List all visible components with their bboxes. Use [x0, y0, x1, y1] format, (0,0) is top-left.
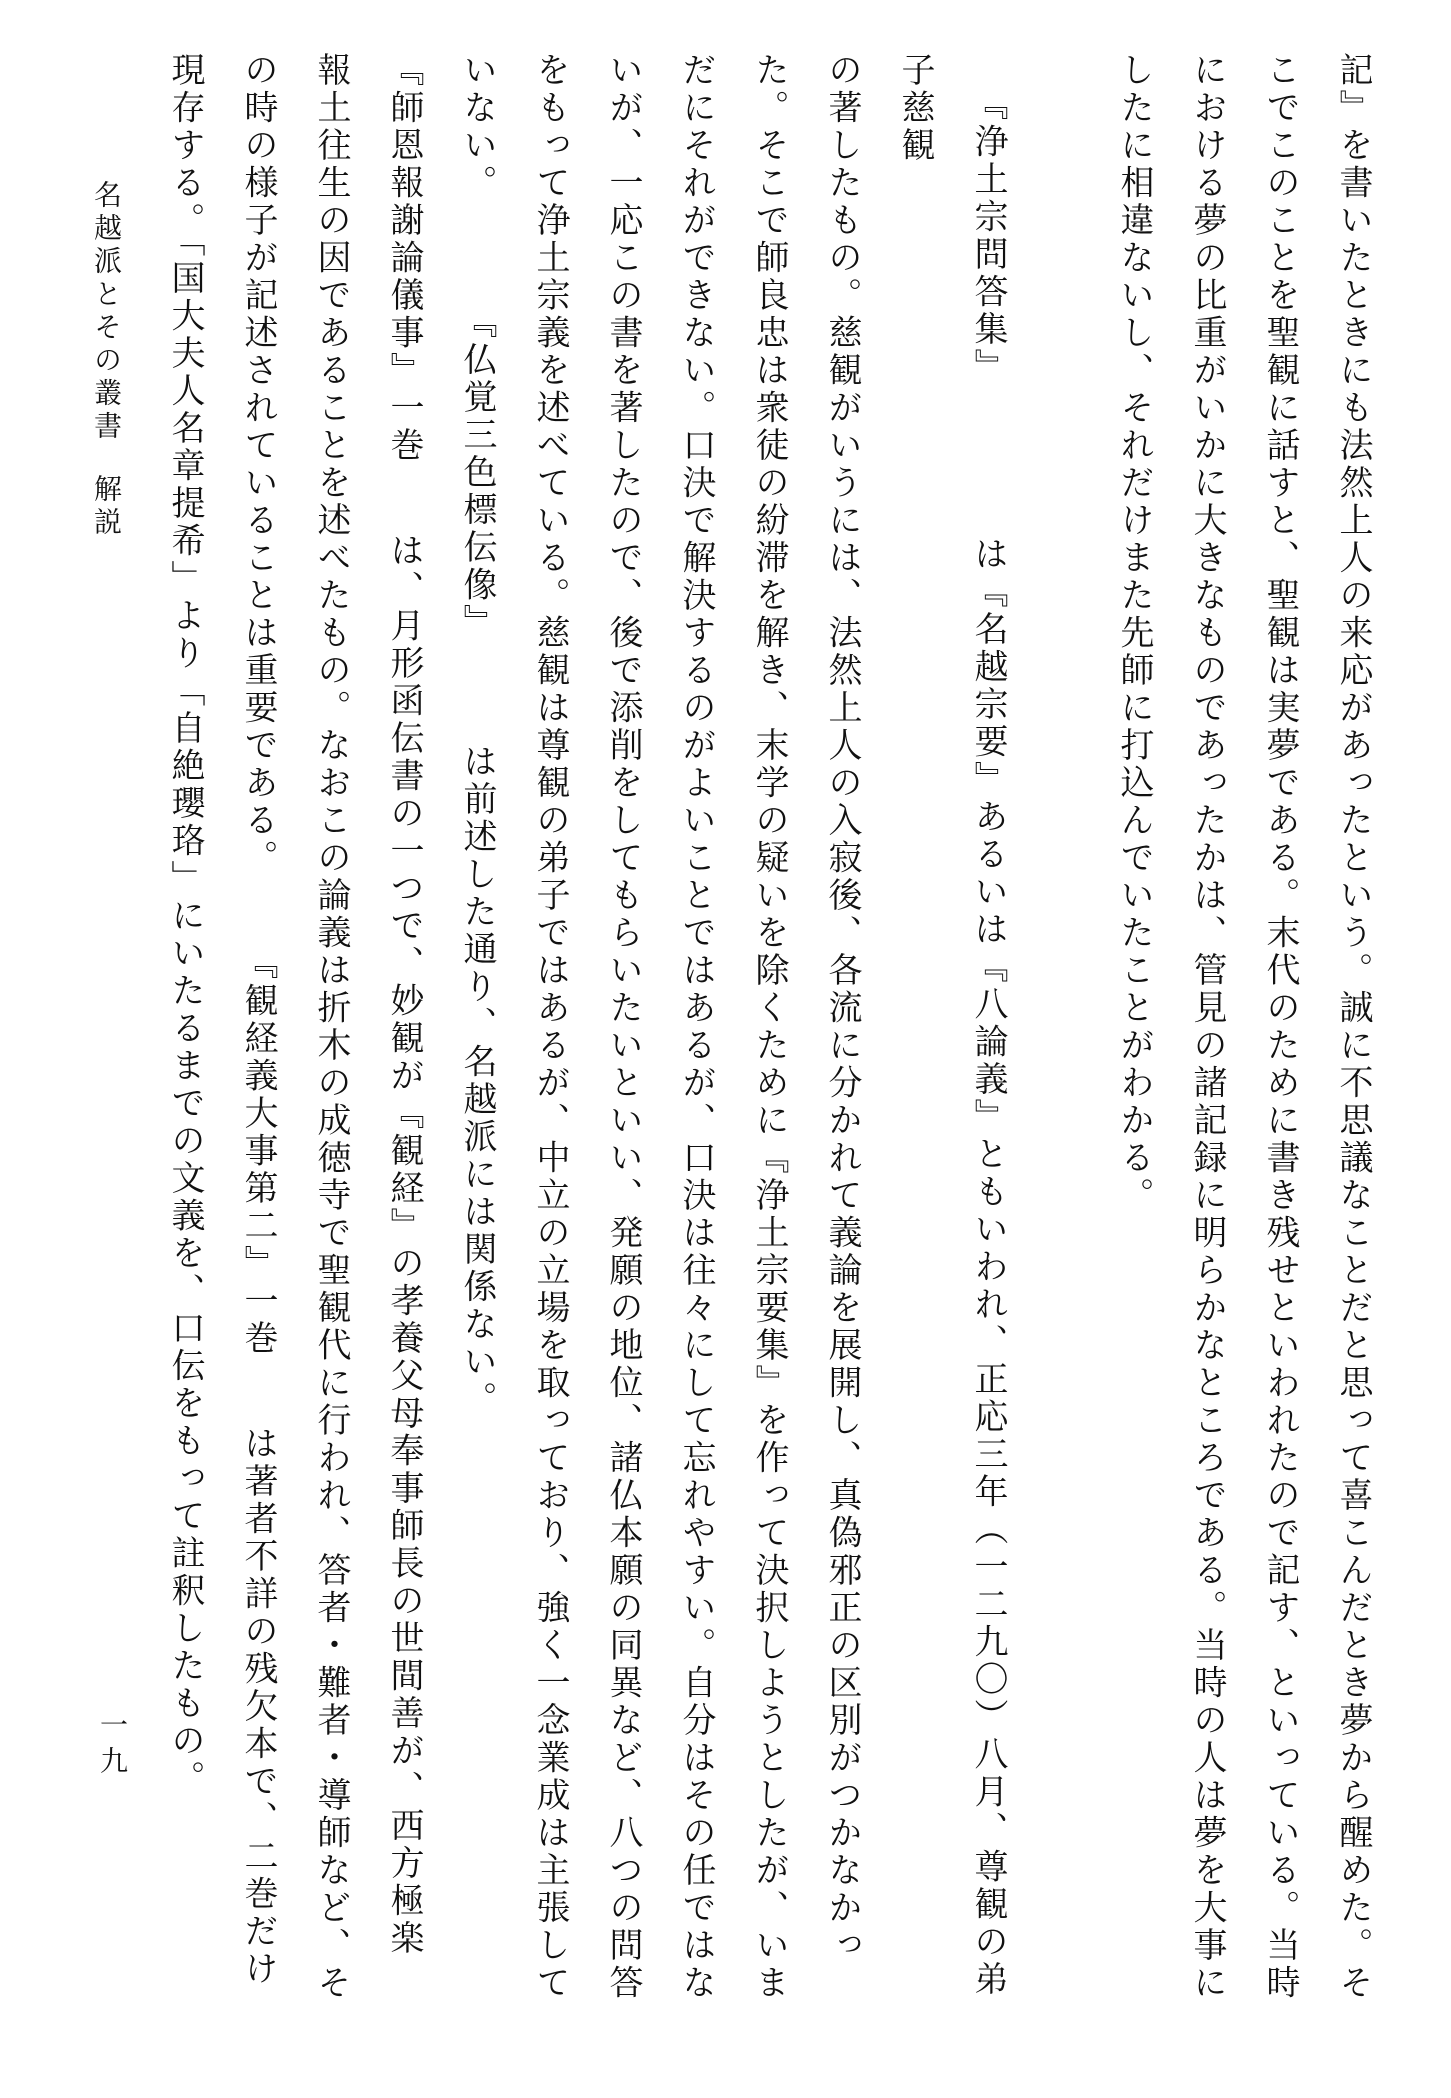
text-line-5: 『浄土宗問答集』は『名越宗要』あるいは『八論義』ともいわれ、正応三年（一二九〇）八月、尊観の弟子慈観: [895, 52, 1008, 1999]
running-head-title: 名越派とその叢書: [90, 180, 123, 444]
text-line-11: いない。『仏覚三色標伝像』は前述した通り、名越派には関係ない。: [457, 52, 497, 1419]
running-head-section: 解説: [90, 474, 123, 540]
text-line-6: の著したもの。慈観がいうには、法然上人の入寂後、各流に分かれて義論を展開し、真偽邪正の区別がつかなかっ: [822, 52, 862, 1965]
work-title-jodo-mondo: 『浄土宗問答集』: [968, 86, 1008, 386]
work-title-shion: 『師恩報謝論儀事』一巻: [384, 52, 424, 465]
text-line-7: た。そこで師良忠は衆徒の紛滞を解き、末学の疑いを除くために『浄土宗要集』を作って決択しようとしたが、いま: [749, 52, 789, 2002]
text-line-13: 報土往生の因であることを述べたもの。なおこの論義は折木の成徳寺で聖観代に行われ、答者・難者・導師など、そ: [311, 52, 351, 2002]
text-line-1: 記』を書いたときにも法然上人の来応があったという。誠に不思議なことだと思って喜こんだとき夢から醒めた。そ: [1333, 52, 1373, 2002]
blank-line: [1024, 52, 1097, 2032]
text-line-3: における夢の比重がいかに大きなものであったかは、管見の諸記録に明らかなところである。当時の人は夢を大事に: [1187, 52, 1227, 2002]
text-line-8: だにそれができない。口決で解決するのがよいことではあるが、口決は往々にして忘れやすい。自分はその任ではな: [676, 52, 716, 2002]
running-head: [86, 180, 126, 540]
page-number: 一九: [96, 1710, 129, 1782]
text-line-14: の時の様子が記述されていることは重要である。『観経義大事第二』一巻は著者不詳の残欠本で、二巻だけ: [238, 52, 278, 1988]
work-title-kangyo: 『観経義大事第二』一巻: [238, 945, 278, 1358]
text-line-10: をもって浄土宗義を述べている。慈観は尊観の弟子ではあるが、中立の立場を取っており、強く一念業成は主張して: [530, 52, 570, 2002]
text-line-9: いが、一応この書を著したので、後で添削をしてもらいたいといい、発願の地位、諸仏本願の同異など、八つの問答: [603, 52, 643, 2002]
work-title-butsugaku: 『仏覚三色標伝像』: [457, 304, 497, 642]
body-text: [129, 52, 1389, 2032]
text-line-4: したに相違ないし、それだけまた先師に打込んでいたことがわかる。: [1114, 52, 1154, 1215]
text-line-15: 現存する。「国大夫人名章提希」より「自絶瓔珞」にいたるまでの文義を、口伝をもって註釈したもの。: [165, 52, 205, 1798]
text-line-12: 『師恩報謝論儀事』一巻は、月形函伝書の一つで、妙観が『観経』の孝養父母奉事師長の世間善が、西方極楽: [384, 52, 424, 1958]
text-line-2: こでこのことを聖観に話すと、聖観は実夢である。末代のために書き残せといわれたので記す、といっている。当時: [1260, 52, 1300, 2002]
